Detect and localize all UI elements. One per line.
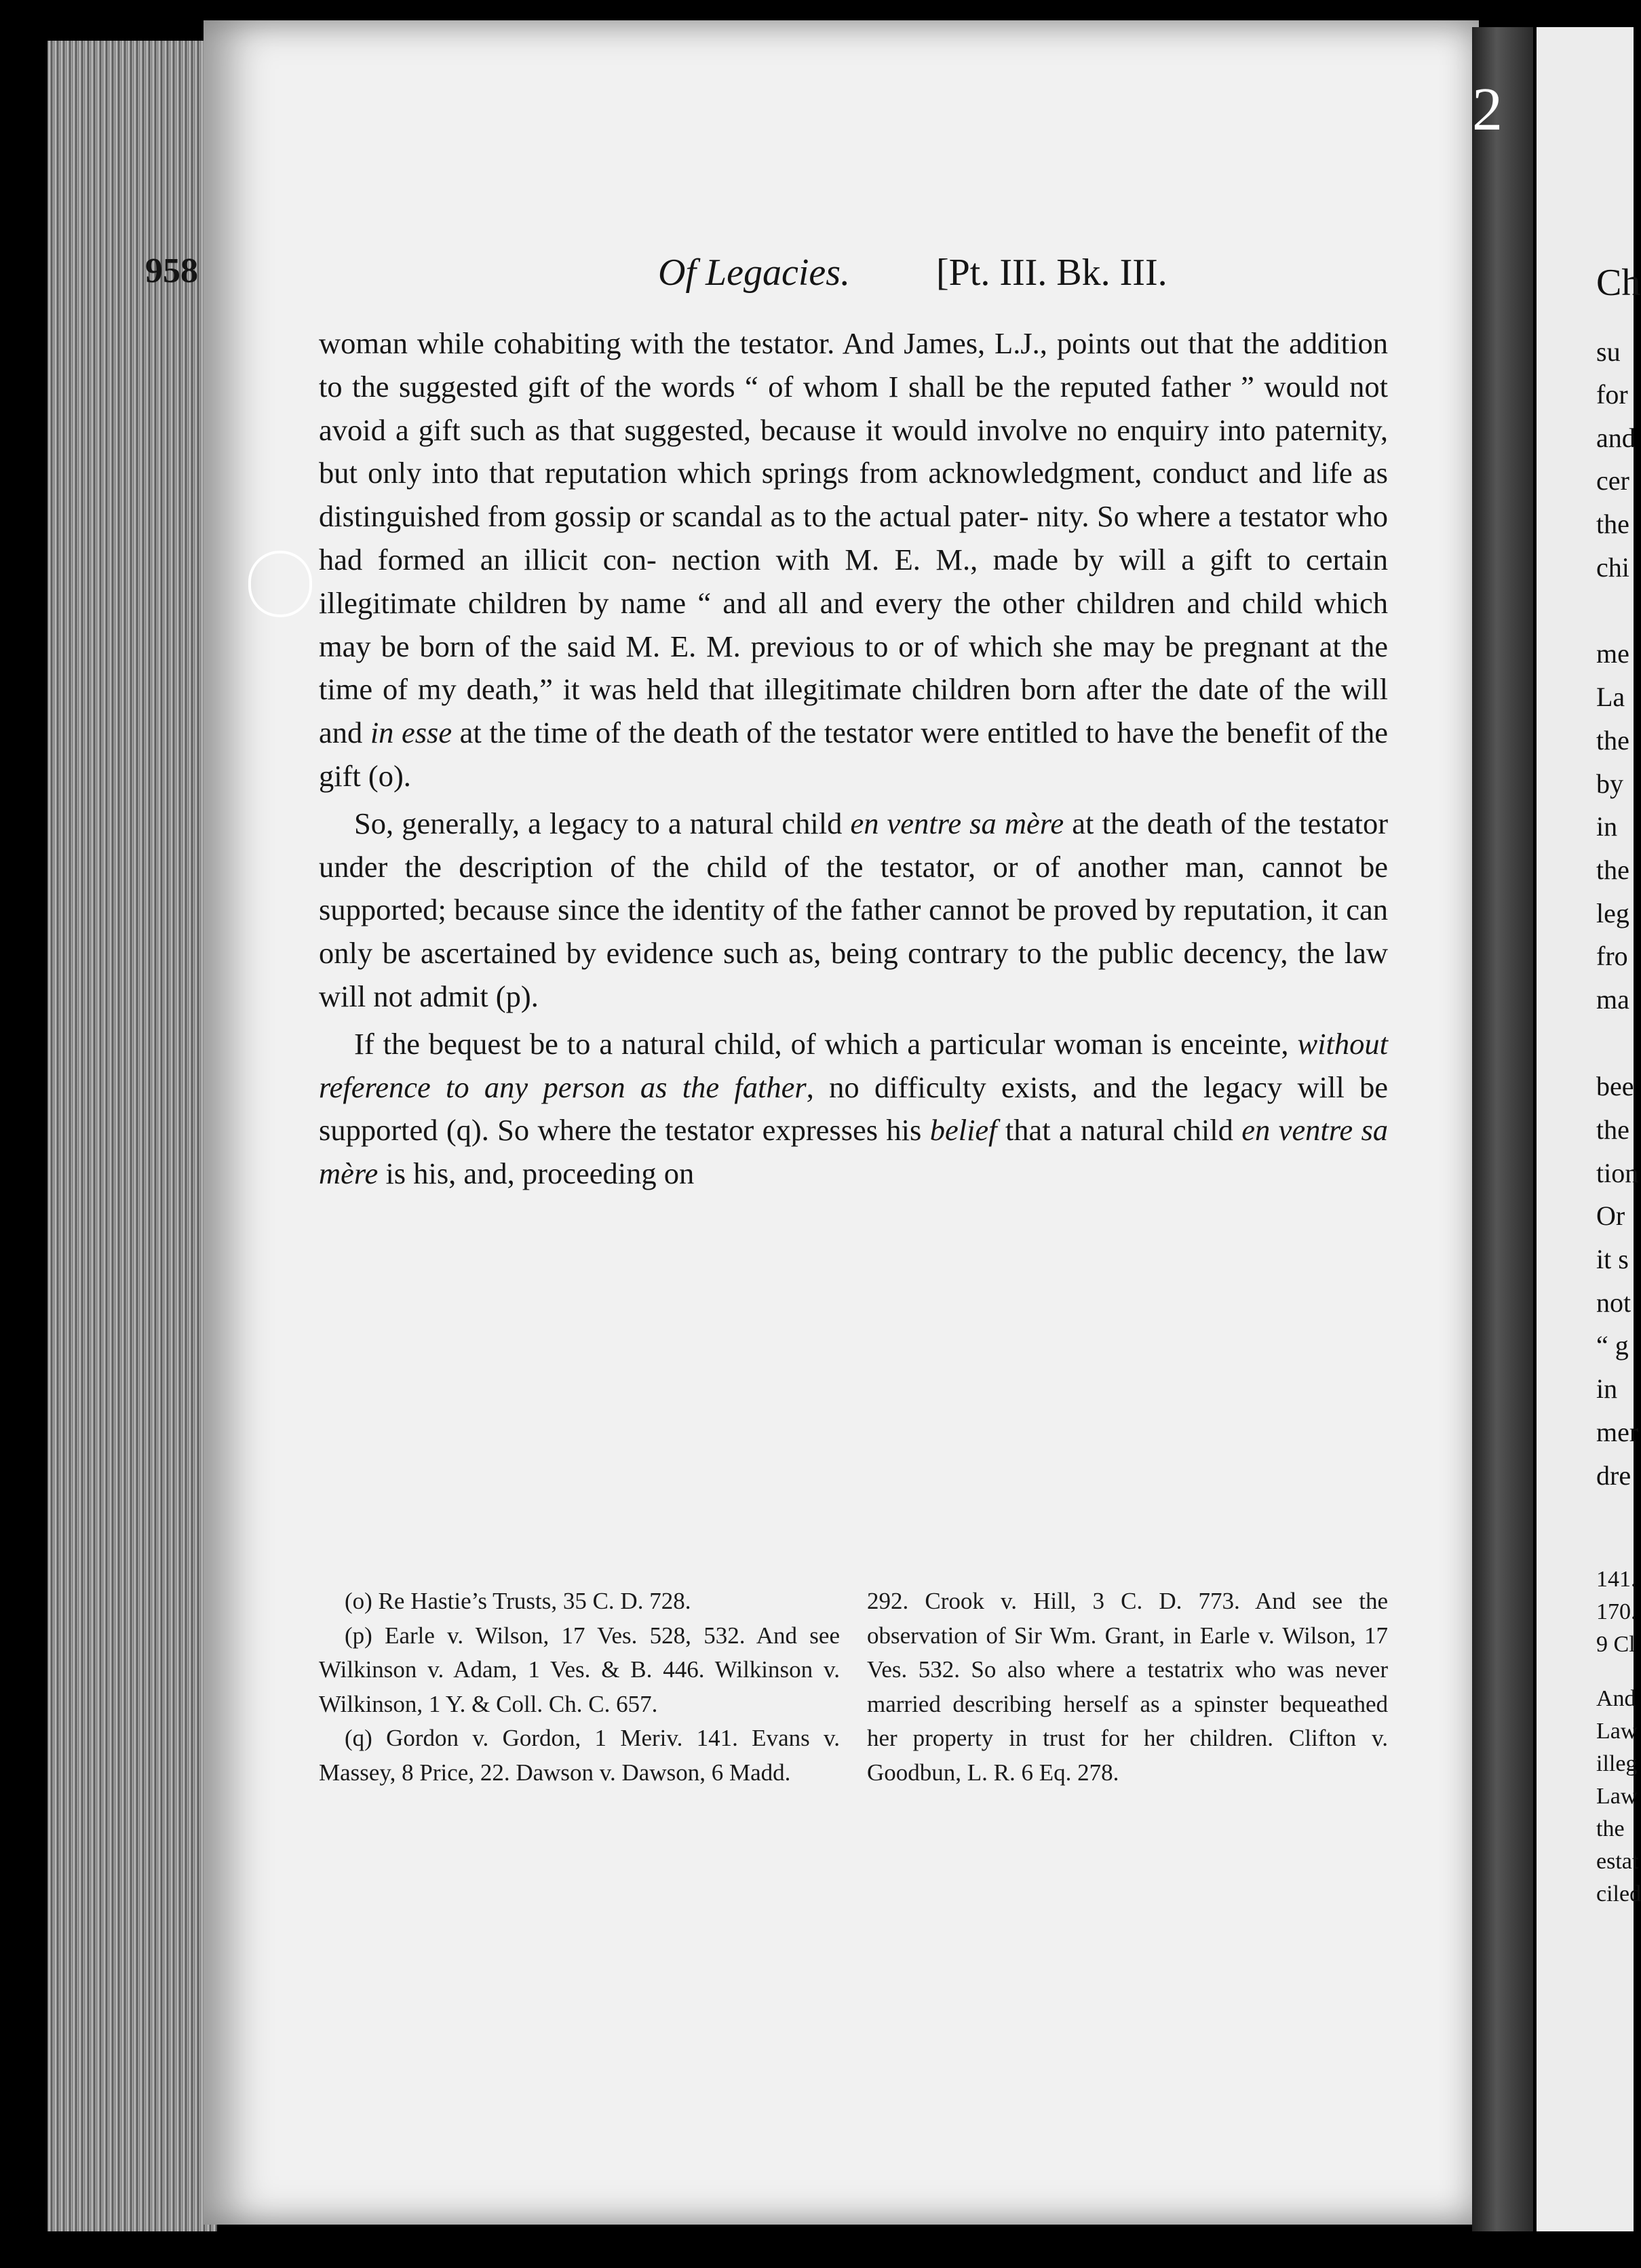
facing-page-text: in [1596, 811, 1618, 842]
facing-page-text: Law [1596, 1784, 1638, 1809]
facing-page-text: Or [1596, 1200, 1625, 1231]
body-text: the date of the will and [319, 672, 1388, 750]
facing-page-text: in [1596, 1373, 1618, 1404]
body-text: is his, and, proceeding on [385, 1156, 695, 1191]
italic-phrase: belief [929, 1113, 997, 1148]
facing-page-text: ciled [1596, 1881, 1641, 1907]
body-line: which springs from acknowledgment, conduct and life as [677, 456, 1388, 490]
book-page-edges [47, 41, 217, 2231]
facing-page-text: the [1596, 509, 1629, 539]
facing-page-text: su [1596, 336, 1621, 367]
facing-page-text: the [1596, 1114, 1629, 1145]
italic-phrase: en ventre sa mère [319, 1113, 1389, 1191]
body-line: nity. So where a testator who had formed an illicit con- [319, 499, 1388, 576]
facing-page-text: ma [1596, 984, 1629, 1015]
body-line: my death,” it was held that illegitimate children born after [417, 672, 1142, 707]
footnote-p: (p) Earle v. Wilson, 17 Ves. 528, 532. And see Wilkinson v. Adam, 1 Ves. & B. 446. Wilkinson v. Wilkinson, 1 Y. & Coll. Ch. C. 657. [319, 1622, 840, 1717]
facing-page-text: Ch [1596, 262, 1641, 304]
italic-phrase: in esse [370, 716, 452, 750]
body-line: no enquiry into paternity, but only into that reputation [319, 412, 1388, 490]
body-text: gift (o). [319, 758, 411, 793]
running-title: Of Legacies. [658, 252, 851, 294]
facing-page-text: me [1596, 638, 1629, 669]
body-text: at the death of the testator under the description of the child of the testator, or of another man, cannot be supported; because since the identity of the father cannot be proved by reputation, it can only be ascertained by evidence such as, being contrary to the public decency, the law will not admit (p). [319, 806, 1389, 1013]
paragraph-1 [319, 322, 1388, 798]
facing-page-text: “ g [1596, 1330, 1629, 1361]
book-gutter [1472, 27, 1533, 2231]
body-line: nection with M. E. M., made by will a gift to certain [672, 542, 1389, 576]
italic-phrase: en ventre sa mère [850, 806, 1064, 840]
facing-page-text: cer [1596, 465, 1629, 496]
paragraph-3 [319, 1023, 1388, 1196]
facing-page-text: the [1596, 725, 1629, 756]
facing-page-text: bee [1596, 1071, 1634, 1101]
facing-page-text: 170. [1596, 1599, 1637, 1624]
facing-page-text: tion [1596, 1158, 1639, 1188]
facing-page-text: estat [1596, 1849, 1639, 1874]
footnotes [319, 1584, 1388, 1790]
margin-circle-mark [248, 551, 312, 617]
facing-page-text: the [1596, 855, 1629, 885]
body-line: avoid a gift such as that suggested, because it would involve [319, 412, 1068, 447]
footnote-q-continued: 292. Crook v. Hill, 3 C. D. 773. And see the observation of Sir Wm. Grant, in Earle v. Wilson, 17 Ves. 532. So also where a testatrix who was never married describing herself as a spinster bequeathed her property in trust for her children. Clifton v. Goodbun, L. R. 6 Eq. 278. [867, 1588, 1388, 1786]
body-text: that a natural child [1005, 1113, 1233, 1148]
part-reference: [Pt. III. Bk. III. [936, 252, 1167, 294]
body-text: If the bequest be to a natural child, of which a particular woman is enceinte, [354, 1026, 1289, 1061]
facing-page-text: it s [1596, 1244, 1629, 1274]
main-text [319, 322, 1388, 1196]
paragraph-2 [319, 802, 1388, 1019]
facing-page-text: Law [1596, 1719, 1638, 1744]
facing-page-text: by [1596, 768, 1623, 799]
facing-page-text: 9 Cl [1596, 1632, 1636, 1657]
facing-page-text: illeg [1596, 1751, 1638, 1776]
facing-page-fragment [1537, 27, 1641, 2231]
footnote-q: (q) Gordon v. Gordon, 1 Meriv. 141. Evans v. Massey, 8 Price, 22. Dawson v. Dawson, 6 Madd. [319, 1725, 840, 1786]
facing-page-text: And [1596, 1686, 1636, 1711]
facing-page-text: chi [1596, 552, 1629, 583]
facing-page-text: the [1596, 1816, 1625, 1841]
footnote-column-left [319, 1584, 840, 1790]
body-line: points out that the addition to the suggested gift of the [319, 326, 1389, 404]
body-text: So, generally, a legacy to a natural child [354, 806, 843, 840]
facing-page-text: for [1596, 379, 1628, 410]
body-line: children and child which may be born of the said M. E. M. [319, 585, 1389, 663]
corner-pencil-mark: 2 [1472, 76, 1503, 143]
facing-page-text: 141. [1596, 1567, 1637, 1592]
body-text: of the testator were entitled to have the benefit of the [746, 716, 1389, 750]
facing-page-text: and [1596, 423, 1636, 453]
footnote-o: (o) Re Hastie’s Trusts, 35 C. D. 728. [345, 1588, 691, 1614]
page-number: 958 [145, 252, 198, 290]
body-line: words “ of whom I shall be the reputed father ” would not [661, 369, 1388, 404]
running-header [0, 251, 1634, 298]
body-line: illegitimate children by name “ and all and every the other [319, 585, 1065, 620]
facing-page-text: La [1596, 682, 1625, 712]
facing-page-text: not [1596, 1287, 1632, 1318]
facing-page-text: fro [1596, 941, 1628, 971]
footnote-column-right [867, 1584, 1388, 1790]
body-line: distinguished from gossip or scandal as to the actual pater- [319, 499, 1029, 534]
italic-phrase: without reference to any person as the father [319, 1026, 1389, 1104]
facing-page-text: dre [1596, 1460, 1632, 1491]
facing-page-text: leg [1596, 898, 1629, 928]
body-line: woman while cohabiting with the testator. And James, L.J., [319, 326, 1047, 360]
body-text: , no difficulty exists, and the legacy will be supported (q). So where the testator expresses his [319, 1070, 1388, 1148]
body-text: at the time of the death [459, 716, 739, 750]
facing-page-text: mer [1596, 1417, 1639, 1447]
body-line: previous to or of which she may be pregnant at the time of [319, 629, 1389, 707]
